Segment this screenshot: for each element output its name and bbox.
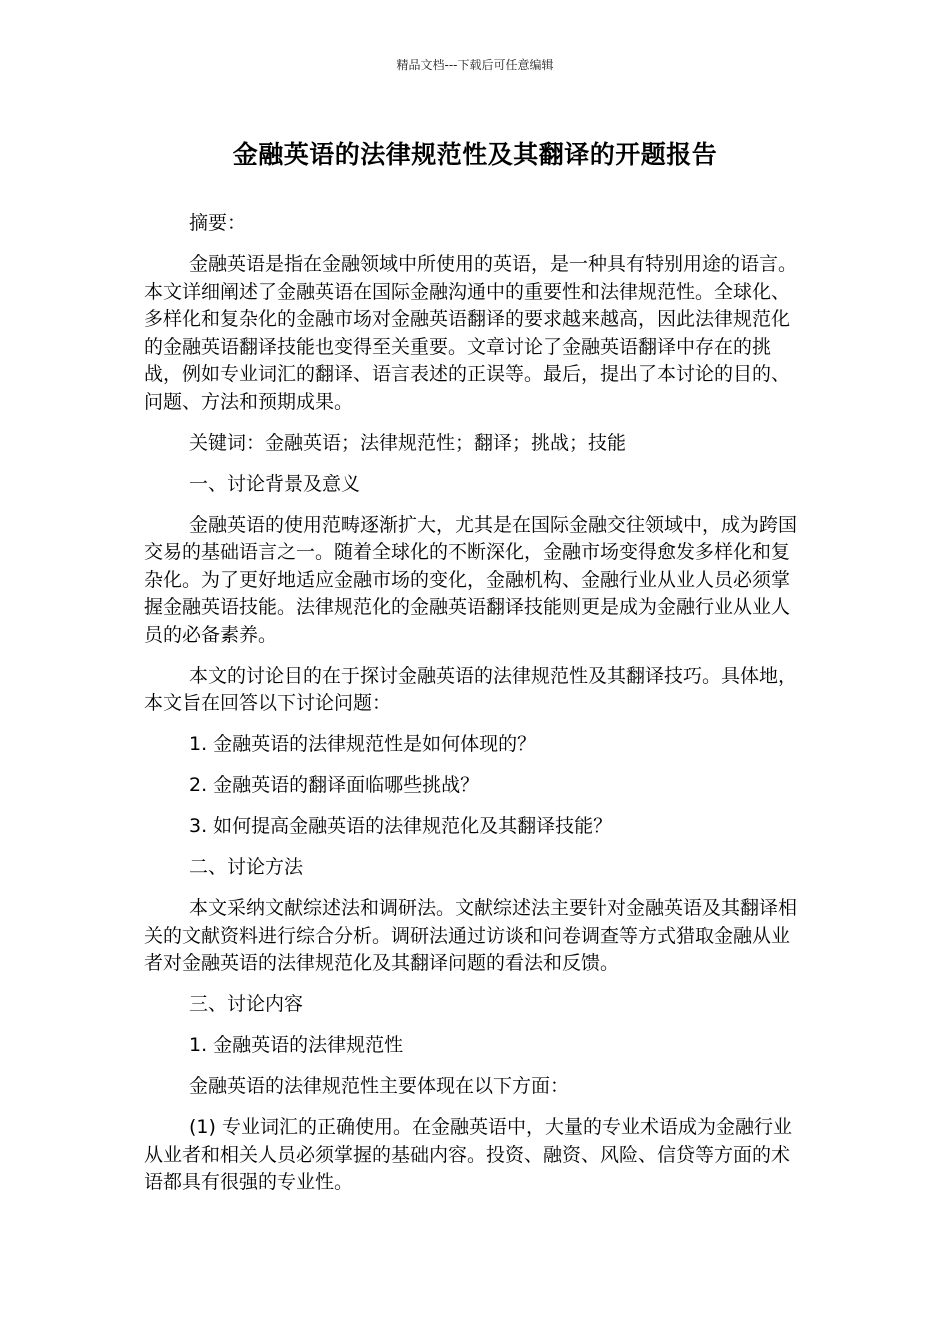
section-heading-content: 三、讨论内容 bbox=[189, 993, 304, 1015]
abstract-paragraph: 金融英语是指在金融领域中所使用的英语，是一种具有特别用途的语言。本文详细阐述了金融英语在国际金融沟通中的重要性和法律规范性。全球化、多样化和复杂化的金融市场对金融英语翻译的要求越来越高，因此法律规范化的金融英语翻译技能也变得至关重要。文章讨论了金融英语翻译中存在的挑战，例如专业词汇的翻译、语言表述的正误等。最后，提出了本讨论的目的、问题、方法和预期成果。 bbox=[144, 253, 798, 413]
research-question-1: 1. 金融英语的法律规范性是如何体现的？ bbox=[189, 733, 537, 755]
research-question-3: 3. 如何提高金融英语的法律规范化及其翻译技能？ bbox=[189, 815, 613, 837]
page-header-note: 精品文档---下载后可任意编辑 bbox=[396, 58, 554, 72]
research-question-2: 2. 金融英语的翻译面临哪些挑战？ bbox=[189, 774, 480, 796]
legal-norms-intro: 金融英语的法律规范性主要体现在以下方面： bbox=[189, 1075, 570, 1097]
document-body bbox=[144, 210, 808, 1210]
purpose-paragraph: 本文的讨论目的在于探讨金融英语的法律规范性及其翻译技巧。具体地，本文旨在回答以下讨论问题： bbox=[144, 664, 798, 714]
document-title: 金融英语的法律规范性及其翻译的开题报告 bbox=[232, 140, 718, 169]
legal-norms-point-1: (1) 专业词汇的正确使用。在金融英语中，大量的专业术语成为金融行业从业者和相关人员必须掌握的基础内容。投资、融资、风险、信贷等方面的术语都具有很强的专业性。 bbox=[144, 1116, 792, 1193]
subsection-heading-legal-norms: 1. 金融英语的法律规范性 bbox=[189, 1034, 404, 1056]
section-heading-background: 一、讨论背景及意义 bbox=[189, 472, 361, 495]
section-heading-methods: 二、讨论方法 bbox=[189, 856, 304, 878]
keywords-line: 关键词：金融英语；法律规范性；翻译；挑战；技能 bbox=[189, 431, 627, 454]
methods-paragraph: 本文采纳文献综述法和调研法。文献综述法主要针对金融英语及其翻译相关的文献资料进行综合分析。调研法通过访谈和问卷调查等方式猎取金融从业者对金融英语的法律规范化及其翻译问题的看法和反馈。 bbox=[144, 897, 798, 974]
background-paragraph: 金融英语的使用范畴逐渐扩大，尤其是在国际金融交往领域中，成为跨国交易的基础语言之一。随着全球化的不断深化，金融市场变得愈发多样化和复杂化。为了更好地适应金融市场的变化，金融机构、金融行业从业人员必须掌握金融英语技能。法律规范化的金融英语翻译技能则更是成为金融行业从业人员的必备素养。 bbox=[144, 513, 798, 646]
abstract-heading: 摘要： bbox=[189, 212, 247, 234]
